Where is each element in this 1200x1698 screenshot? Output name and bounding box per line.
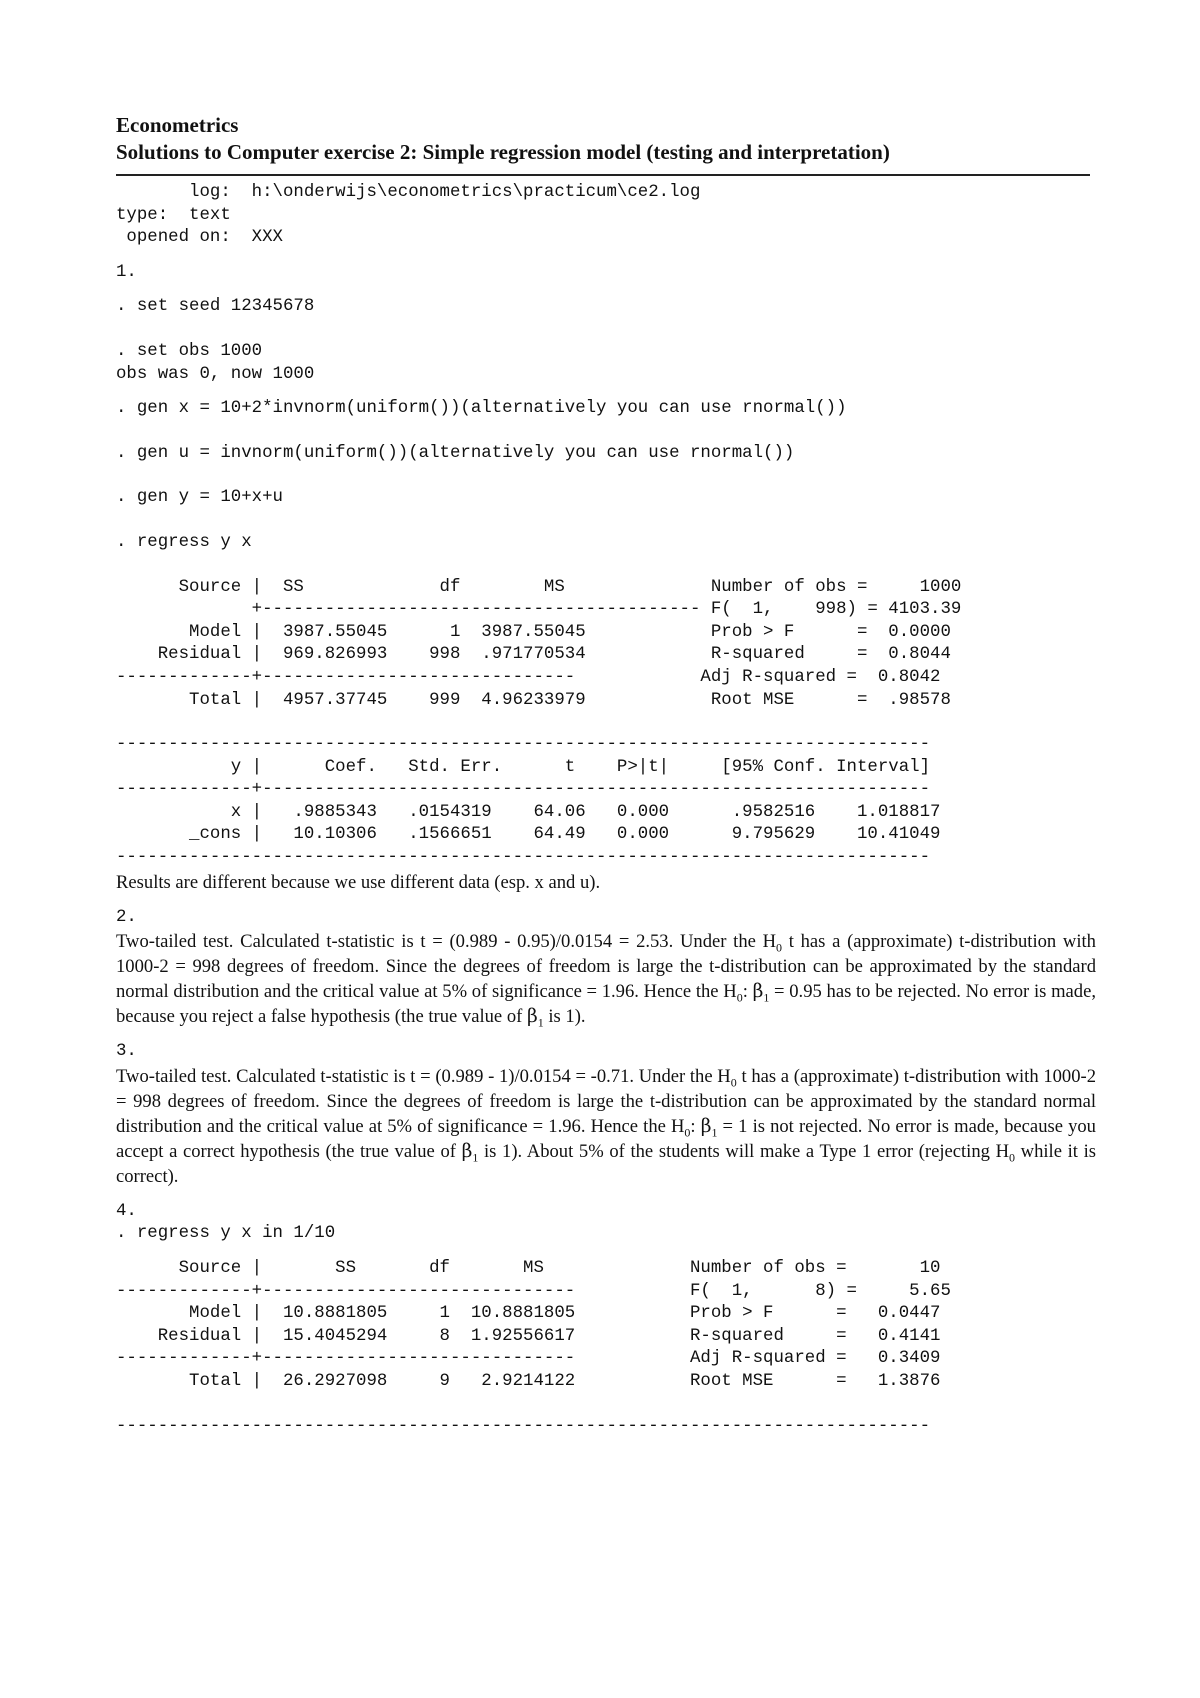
anova-row: -------------+------------------------------ F( 1, 8) = 5.65 (116, 1281, 951, 1301)
log-opened-line: opened on: XXX (116, 228, 283, 248)
anova-row: Total | 4957.37745 999 4.96233979 Root MSE = .98578 (116, 690, 951, 710)
coef-row: -------------+---------------------------------------------------------------- (116, 780, 931, 800)
section-3-number: 3. (116, 1042, 137, 1062)
anova-row: Source | SS df MS Number of obs = 1000 (116, 577, 962, 597)
section-4-rule: ------------------------------------------------------------------------------ (116, 1416, 931, 1436)
anova-row: Model | 10.8881805 1 10.8881805 Prob > F = 0.0447 (116, 1304, 941, 1324)
coefficient-table (116, 734, 1096, 870)
section-1-number: 1. (116, 262, 137, 282)
anova-table-1 (116, 577, 1096, 713)
anova-row: Source | SS df MS Number of obs = 10 (116, 1259, 941, 1279)
document-page (116, 112, 1096, 1438)
cmd-gen-x: . gen x = 10+2*invnorm(uniform())(alternatively you can use rnormal()) (116, 399, 847, 419)
section-1-note: Results are different because we use different data (esp. x and u). (116, 871, 601, 893)
coef-row: ------------------------------------------------------------------------------ (116, 848, 931, 868)
section-2-number: 2. (116, 907, 137, 927)
anova-row: Residual | 15.4045294 8 1.92556617 R-squared = 0.4141 (116, 1326, 941, 1346)
title-rule (116, 174, 1090, 176)
coef-row: y | Coef. Std. Err. t P>|t| [95% Conf. Interval] (116, 757, 931, 777)
cmd-regress-subset: . regress y x in 1/10 (116, 1224, 336, 1244)
cmd-set-seed: . set seed 12345678 (116, 297, 315, 317)
anova-table-2 (116, 1258, 1096, 1394)
anova-row: -------------+------------------------------ Adj R-squared = 0.3409 (116, 1349, 941, 1369)
section-4-number: 4. (116, 1201, 137, 1221)
obs-note: obs was 0, now 1000 (116, 364, 315, 384)
log-type-line: type: text (116, 205, 231, 225)
anova-row: -------------+------------------------------ Adj R-squared = 0.8042 (116, 667, 941, 687)
document-subtitle: Solutions to Computer exercise 2: Simple regression model (testing and interpretation) (116, 140, 890, 164)
anova-row: Total | 26.2927098 9 2.9214122 Root MSE = 1.3876 (116, 1372, 941, 1391)
anova-row: +------------------------------------------ F( 1, 998) = 4103.39 (116, 600, 962, 620)
document-title: Econometrics (116, 113, 239, 137)
anova-row: Model | 3987.55045 1 3987.55045 Prob > F = 0.0000 (116, 622, 951, 642)
section-2-text: Two-tailed test. Calculated t-statistic is t = (0.989 - 0.95)/0.0154 = 2.53. Under the $H_0$ t has a (approximate) t-distribution with 1000-2 = 998 degrees of freedom. Since the degrees of freedom is large the t-distribution can be approximated by the standard normal distribution and the critical value at 5% of significance = 1.96. Hence the $H_0$: $\beta_1 = 0.95$ has to be rejected. No error is made, because you reject a false hypothesis (the true value of $\beta_1$ is 1). (116, 931, 1096, 1030)
section-3-text: Two-tailed test. Calculated t-statistic is t = (0.989 - 1)/0.0154 = -0.71. Under the $H_0$ t has a (approximate) t-distribution with 1000-2 = 998 degrees of freedom. Since the degrees of freedom is large the t-distribution can be approximated by the standard normal distribution and the critical value at 5% of significance = 1.96. Hence the $H_0$: $\beta_1 = 1$ is not rejected. No error is made, because you accept a correct hypothesis (the true value of $\beta_1$ is 1). About 5% of the students will make a Type 1 error (rejecting $H_0$ while it is correct). (116, 1065, 1096, 1187)
cmd-set-obs: . set obs 1000 (116, 341, 263, 361)
coef-row: x | .9885343 .0154319 64.06 0.000 .9582516 1.018817 (116, 802, 941, 822)
log-path-line: log: h:\onderwijs\econometrics\practicum\ce2.log (116, 183, 701, 202)
coef-row: ------------------------------------------------------------------------------ (116, 735, 931, 755)
coef-row: _cons | 10.10306 .1566651 64.49 0.000 9.795629 10.41049 (116, 825, 941, 845)
anova-row: Residual | 969.826993 998 .971770534 R-squared = 0.8044 (116, 645, 951, 665)
cmd-gen-y: . gen y = 10+x+u (116, 488, 283, 508)
cmd-gen-u: . gen u = invnorm(uniform())(alternatively you can use rnormal()) (116, 443, 795, 463)
cmd-regress: . regress y x (116, 532, 252, 552)
